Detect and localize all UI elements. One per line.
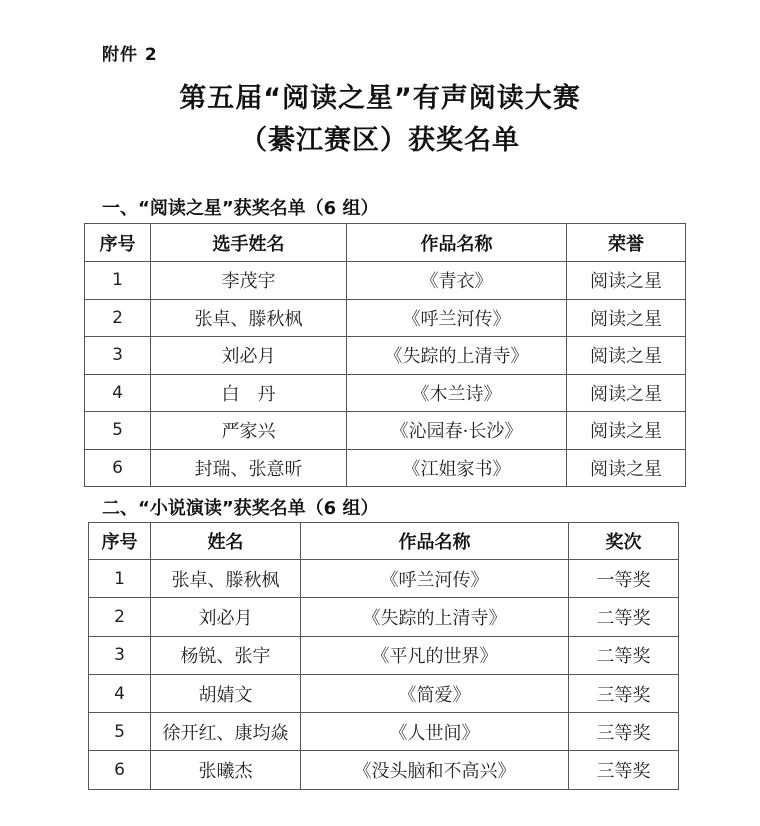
header-work: 作品名称	[301, 523, 569, 560]
document-title: 第五届“阅读之星”有声阅读大赛	[179, 83, 581, 114]
table-row	[85, 412, 686, 450]
header-index: 序号	[89, 523, 151, 560]
cell-name: 刘必月	[151, 337, 347, 375]
table-row	[85, 374, 686, 412]
cell-name: 徐开红、康均焱	[151, 713, 301, 751]
cell-honor: 阅读之星	[567, 262, 686, 300]
cell-honor: 阅读之星	[567, 337, 686, 375]
cell-work: 《木兰诗》	[347, 374, 567, 412]
cell-work: 《简爱》	[301, 674, 569, 712]
table-row	[89, 636, 679, 674]
cell-name: 严家兴	[151, 412, 347, 450]
table-row	[89, 598, 679, 636]
cell-index: 4	[85, 374, 151, 412]
cell-honor: 阅读之星	[567, 374, 686, 412]
novel-reading-table	[88, 522, 679, 790]
table-header-row	[89, 523, 679, 560]
cell-index: 5	[85, 412, 151, 450]
cell-award: 二等奖	[569, 636, 679, 674]
cell-name: 张卓、滕秋枫	[151, 560, 301, 598]
cell-work: 《失踪的上清寺》	[347, 337, 567, 375]
table-header-row	[85, 224, 686, 262]
cell-award: 三等奖	[569, 674, 679, 712]
header-award: 奖次	[569, 523, 679, 560]
reading-star-table	[84, 223, 686, 487]
cell-index: 6	[85, 449, 151, 487]
table-row	[89, 713, 679, 751]
cell-work: 《平凡的世界》	[301, 636, 569, 674]
table-row	[89, 560, 679, 598]
cell-index: 1	[85, 262, 151, 300]
cell-award: 二等奖	[569, 598, 679, 636]
cell-award: 一等奖	[569, 560, 679, 598]
cell-name: 杨锐、张宇	[151, 636, 301, 674]
table-row	[85, 262, 686, 300]
cell-index: 5	[89, 713, 151, 751]
cell-honor: 阅读之星	[567, 299, 686, 337]
cell-work: 《江姐家书》	[347, 449, 567, 487]
cell-index: 3	[85, 337, 151, 375]
cell-index: 2	[85, 299, 151, 337]
cell-award: 三等奖	[569, 751, 679, 789]
cell-name: 张卓、滕秋枫	[151, 299, 347, 337]
table-row	[85, 449, 686, 487]
cell-index: 3	[89, 636, 151, 674]
header-index: 序号	[85, 224, 151, 262]
cell-index: 4	[89, 674, 151, 712]
cell-work: 《呼兰河传》	[347, 299, 567, 337]
cell-work: 《人世间》	[301, 713, 569, 751]
cell-name: 张曦杰	[151, 751, 301, 789]
cell-work: 《沁园春·长沙》	[347, 412, 567, 450]
cell-honor: 阅读之星	[567, 449, 686, 487]
cell-work: 《没头脑和不高兴》	[301, 751, 569, 789]
cell-name: 刘必月	[151, 598, 301, 636]
cell-name: 胡婧文	[151, 674, 301, 712]
cell-index: 6	[89, 751, 151, 789]
table-row	[85, 337, 686, 375]
cell-honor: 阅读之星	[567, 412, 686, 450]
cell-index: 1	[89, 560, 151, 598]
cell-name: 封瑞、张意昕	[151, 449, 347, 487]
cell-work: 《青衣》	[347, 262, 567, 300]
section1-heading: 一、“阅读之星”获奖名单（6 组）	[102, 198, 379, 219]
header-contestant: 选手姓名	[151, 224, 347, 262]
cell-name: 白 丹	[151, 374, 347, 412]
cell-work: 《呼兰河传》	[301, 560, 569, 598]
header-work: 作品名称	[347, 224, 567, 262]
table-row	[89, 751, 679, 789]
cell-award: 三等奖	[569, 713, 679, 751]
section2-heading: 二、“小说演读”获奖名单（6 组）	[102, 498, 379, 519]
attachment-label: 附件 2	[102, 45, 158, 65]
cell-index: 2	[89, 598, 151, 636]
header-name: 姓名	[151, 523, 301, 560]
table-row	[89, 674, 679, 712]
table-row	[85, 299, 686, 337]
cell-work: 《失踪的上清寺》	[301, 598, 569, 636]
document-subtitle: （綦江赛区）获奖名单	[240, 125, 520, 156]
header-honor: 荣誉	[567, 224, 686, 262]
cell-name: 李茂宇	[151, 262, 347, 300]
